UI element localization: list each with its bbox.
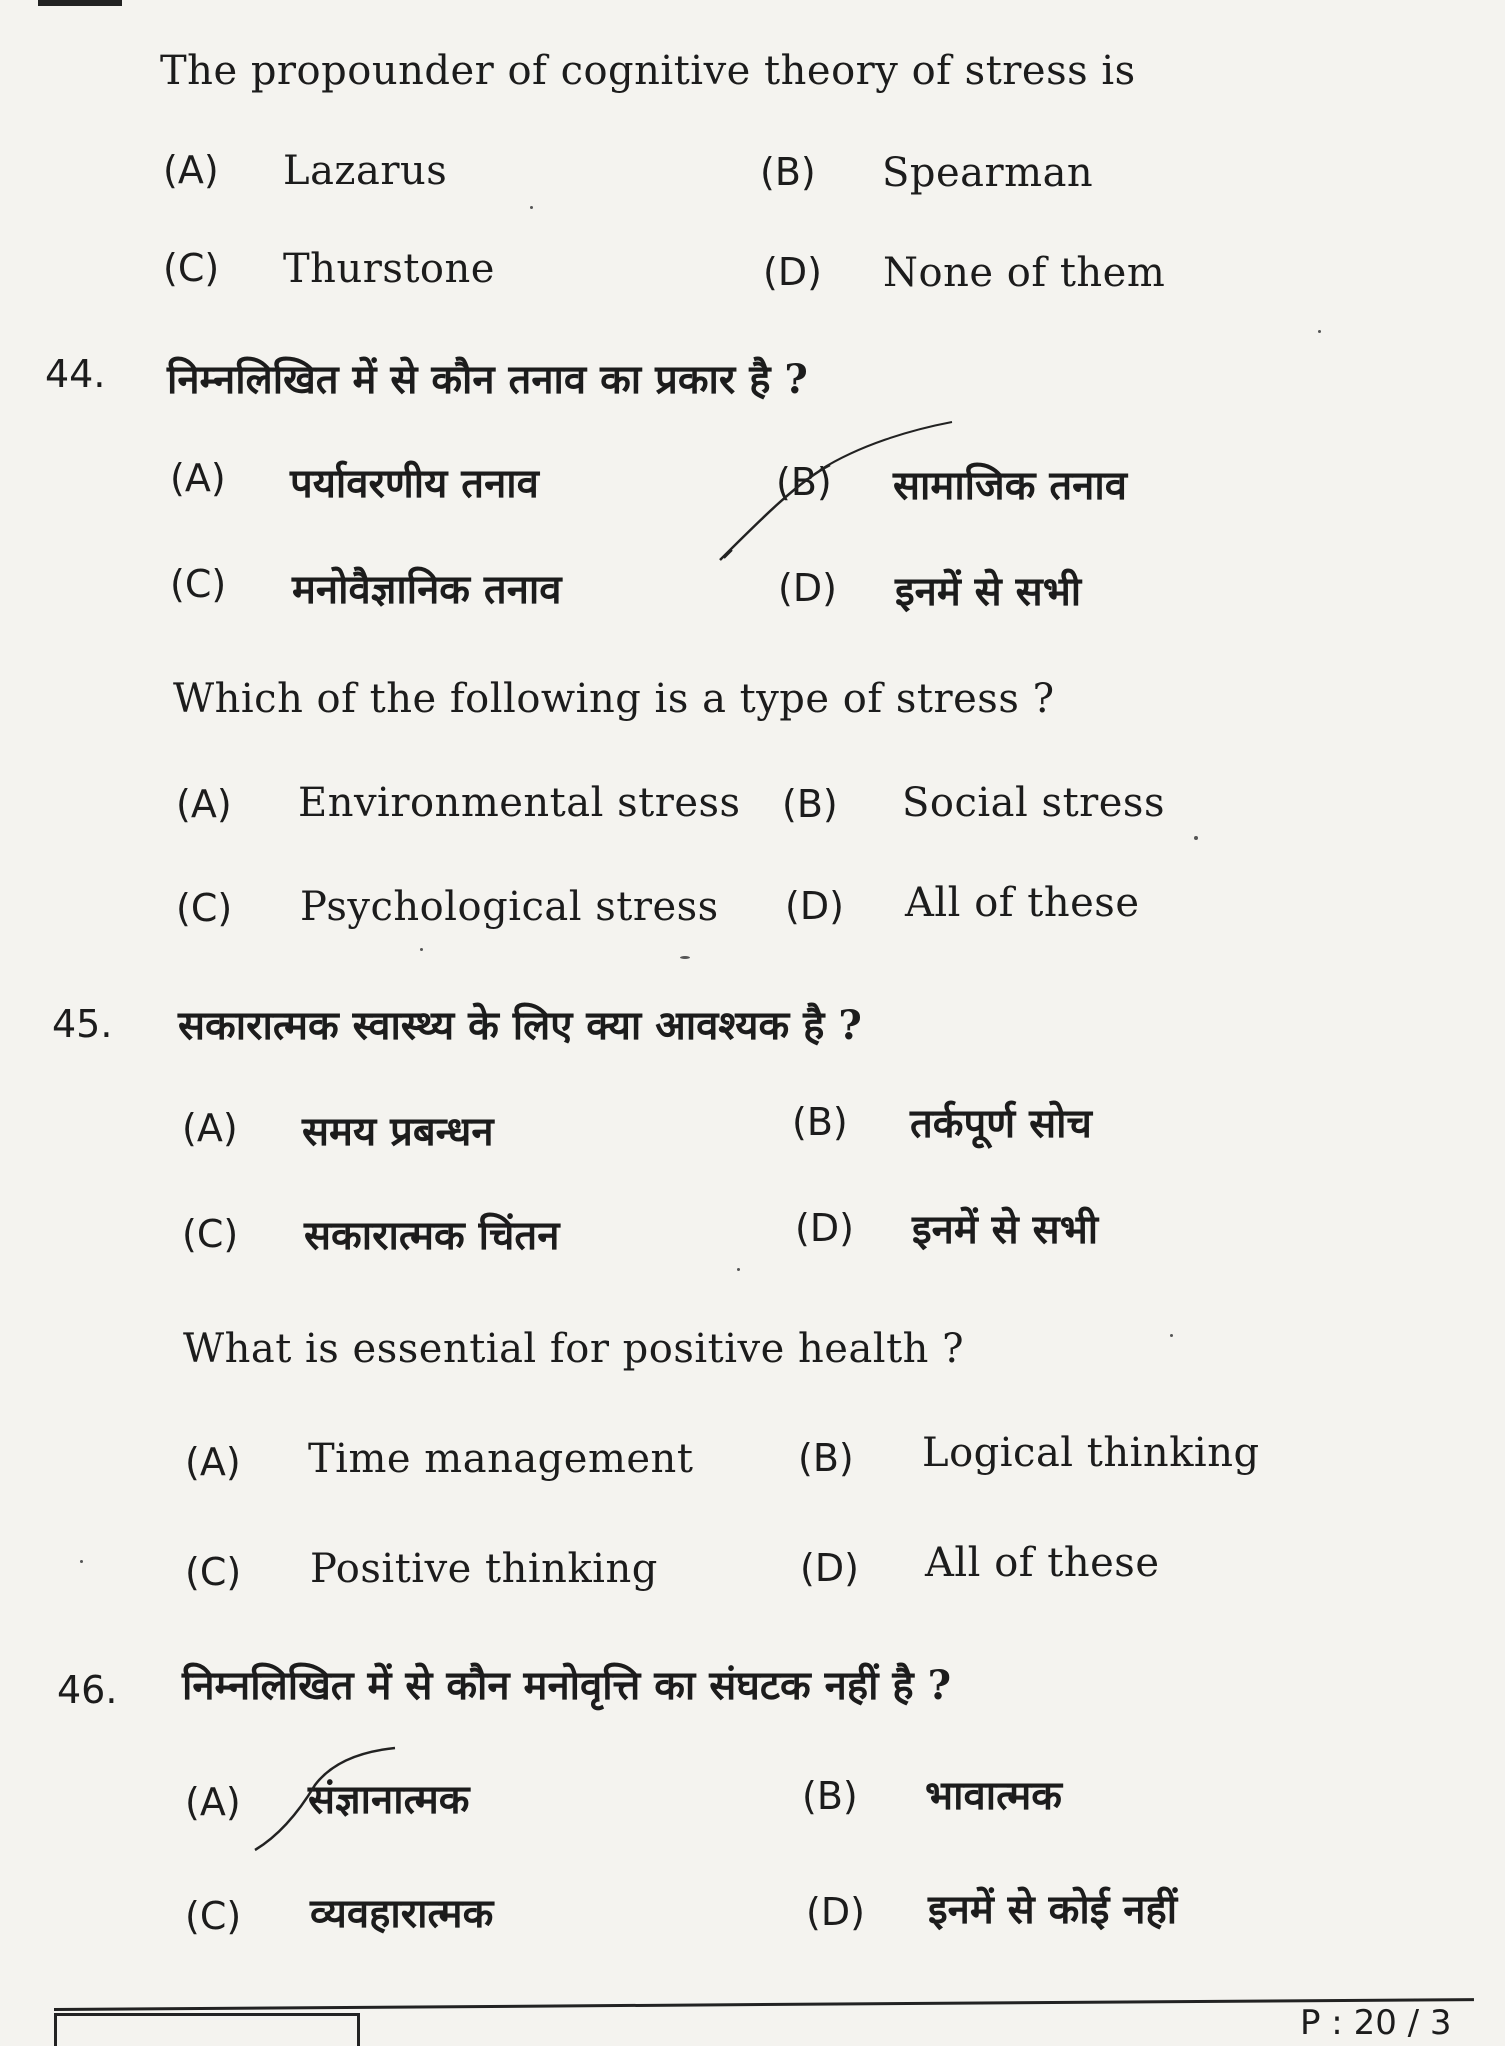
q46-hi-opt-b-label: (B) xyxy=(802,1774,858,1818)
q44-en-opt-c-text: Psychological stress xyxy=(300,884,719,930)
q45-en-opt-b-label: (B) xyxy=(798,1436,854,1480)
q45-hi-opt-a-label: (A) xyxy=(182,1106,238,1150)
q46-hi-opt-a-text: संज्ञानात्मक xyxy=(308,1776,470,1823)
q46-hi-opt-d-text: इनमें से कोई नहीं xyxy=(928,1886,1178,1933)
q43-opt-b-label: (B) xyxy=(760,150,816,194)
q45-stem-hi: सकारात्मक स्वास्थ्य के लिए क्या आवश्यक है ? xyxy=(178,1002,862,1049)
q46-number: 46. xyxy=(57,1668,118,1712)
q43-opt-c-label: (C) xyxy=(163,246,220,290)
q43-opt-a-text: Lazarus xyxy=(283,148,448,194)
q46-hi-opt-a-label: (A) xyxy=(185,1780,241,1824)
footer-rule xyxy=(54,1998,1474,2011)
q44-stem-hi: निम्नलिखित में से कौन तनाव का प्रकार है ? xyxy=(167,356,808,403)
q45-en-opt-c-text: Positive thinking xyxy=(310,1546,658,1592)
q44-hi-opt-a-text: पर्यावरणीय तनाव xyxy=(290,460,539,507)
scan-speck xyxy=(1194,836,1198,840)
scan-speck xyxy=(1170,1334,1173,1337)
q43-stem-en: The propounder of cognitive theory of stress is xyxy=(160,48,1136,94)
q44-hi-opt-c-label: (C) xyxy=(170,562,227,606)
q44-number: 44. xyxy=(45,352,106,396)
q45-en-opt-d-label: (D) xyxy=(800,1546,859,1590)
q44-en-opt-c-label: (C) xyxy=(176,886,233,930)
q46-hi-opt-c-label: (C) xyxy=(185,1894,242,1938)
q46-hi-opt-c-text: व्यवहारात्मक xyxy=(310,1890,494,1937)
q44-en-opt-b-label: (B) xyxy=(782,782,838,826)
scan-speck xyxy=(530,206,533,209)
pen-tick-mark-q44 xyxy=(700,410,960,570)
q44-en-opt-d-label: (D) xyxy=(785,884,844,928)
footer-code-box xyxy=(54,2013,360,2046)
q45-number: 45. xyxy=(52,1002,113,1046)
q44-hi-opt-a-label: (A) xyxy=(170,456,226,500)
q45-hi-opt-b-label: (B) xyxy=(792,1100,848,1144)
q43-opt-a-label: (A) xyxy=(163,148,219,192)
scan-speck xyxy=(1318,330,1321,333)
q44-hi-opt-c-text: मनोवैज्ञानिक तनाव xyxy=(292,566,562,613)
q43-opt-b-text: Spearman xyxy=(882,150,1094,196)
q44-en-opt-a-label: (A) xyxy=(176,782,232,826)
pen-tick-mark-q46 xyxy=(245,1740,425,1860)
q45-en-opt-a-label: (A) xyxy=(185,1440,241,1484)
q45-hi-opt-a-text: समय प्रबन्धन xyxy=(302,1108,494,1155)
scan-speck xyxy=(420,948,423,951)
q46-hi-opt-d-label: (D) xyxy=(806,1890,865,1934)
scan-speck xyxy=(737,1268,740,1271)
scan-speck xyxy=(80,1560,83,1563)
q44-en-opt-b-text: Social stress xyxy=(902,780,1165,826)
q45-hi-opt-d-label: (D) xyxy=(795,1206,854,1250)
page-number: P : 20 / 3 xyxy=(1300,2003,1452,2043)
q45-hi-opt-d-text: इनमें से सभी xyxy=(912,1206,1099,1253)
q45-stem-en: What is essential for positive health ? xyxy=(183,1326,965,1372)
q43-opt-d-label: (D) xyxy=(763,250,822,294)
top-edge-mark xyxy=(38,0,122,6)
q45-hi-opt-b-text: तर्कपूर्ण सोच xyxy=(910,1100,1092,1147)
q43-opt-d-text: None of them xyxy=(883,250,1166,296)
q45-en-opt-b-text: Logical thinking xyxy=(922,1430,1260,1476)
q45-hi-opt-c-label: (C) xyxy=(182,1212,239,1256)
scan-speck xyxy=(680,956,690,959)
q44-stem-en: Which of the following is a type of stress ? xyxy=(173,676,1055,722)
q45-en-opt-a-text: Time management xyxy=(308,1436,694,1482)
q46-hi-opt-b-text: भावात्मक xyxy=(925,1772,1062,1819)
q44-en-opt-a-text: Environmental stress xyxy=(298,780,741,826)
q45-en-opt-c-label: (C) xyxy=(185,1550,242,1594)
q44-hi-opt-b-text: सामाजिक तनाव xyxy=(893,462,1127,509)
q45-hi-opt-c-text: सकारात्मक चिंतन xyxy=(304,1212,560,1259)
q44-en-opt-d-text: All of these xyxy=(905,880,1140,926)
q44-hi-opt-d-text: इनमें से सभी xyxy=(895,568,1082,615)
q44-hi-opt-b-label: (B) xyxy=(776,460,832,504)
q46-stem-hi: निम्नलिखित में से कौन मनोवृत्ति का संघटक नहीं है ? xyxy=(182,1662,952,1709)
q45-en-opt-d-text: All of these xyxy=(925,1540,1160,1586)
q44-hi-opt-d-label: (D) xyxy=(778,566,837,610)
q43-opt-c-text: Thurstone xyxy=(283,246,495,292)
